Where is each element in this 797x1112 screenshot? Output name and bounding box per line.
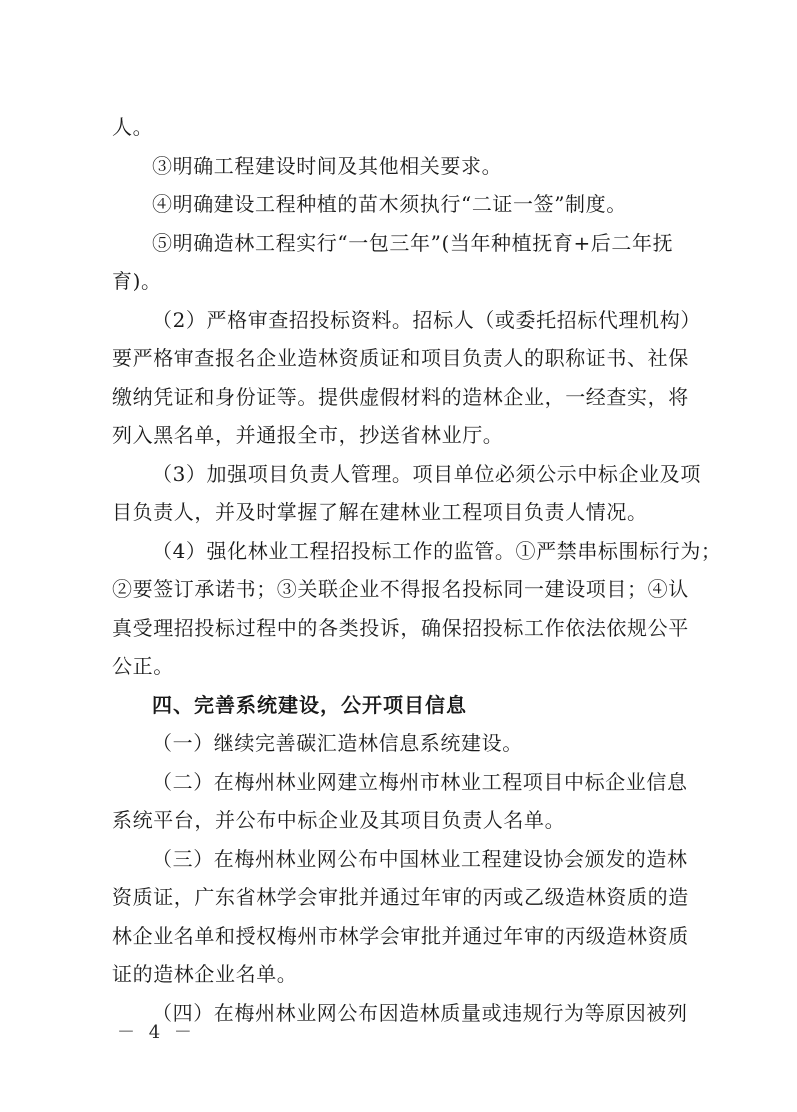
text-line: （一）继续完善碳汇造林信息系统建设。 [152, 731, 523, 755]
text-line: ④明确建设工程种植的苗木须执行“二证一签”制度。 [152, 192, 627, 216]
section-heading: 四、完善系统建设，公开项目信息 [152, 692, 467, 717]
text-line: 人。 [112, 115, 154, 139]
text-line: 缴纳凭证和身份证等。提供虚假材料的造林企业，一经查实，将 [112, 384, 689, 409]
text-line: （四）在梅州林业网公布因造林质量或违规行为等原因被列 [152, 1000, 688, 1025]
text-line: ③明确工程建设时间及其他相关要求。 [152, 153, 503, 178]
text-line: ⑤明确造林工程实行“一包三年”(当年种植抚育+后二年抚 [152, 230, 674, 255]
page-number: － 4 － [117, 1022, 196, 1043]
text-line: 证的造林企业名单。 [112, 962, 298, 986]
text-line: 系统平台，并公布中标企业及其项目负责人名单。 [112, 808, 566, 832]
text-line: 育)。 [112, 269, 162, 293]
text-line: 林企业名单和授权梅州市林学会审批并通过年审的丙级造林资质 [112, 923, 689, 948]
text-line: 公正。 [112, 654, 174, 678]
body-text [112, 108, 722, 1032]
text-line: ②要签订承诺书；③关联企业不得报名投标同一建设项目；④认 [112, 577, 689, 601]
text-line: （三）在梅州林业网公布中国林业工程建设协会颁发的造林 [152, 846, 688, 871]
text-line: （4）强化林业工程招投标工作的监管。①严禁串标围标行为； [152, 538, 722, 563]
text-line: 资质证，广东省林学会审批并通过年审的丙或乙级造林资质的造 [112, 885, 689, 909]
text-line: 要严格审查报名企业造林资质证和项目负责人的职称证书、社保 [112, 346, 689, 370]
text-line: 目负责人，并及时掌握了解在建林业工程项目负责人情况。 [112, 500, 648, 524]
text-line: （2）严格审查招投标资料。招标人（或委托招标代理机构） [152, 307, 701, 332]
text-line: 真受理招投标过程中的各类投诉，确保招投标工作依法依规公平 [112, 615, 689, 640]
text-line: （3）加强项目负责人管理。项目单位必须公示中标企业及项 [152, 461, 701, 486]
text-line: 列入黑名单，并通报全市，抄送省林业厅。 [112, 423, 504, 447]
text-line: （二）在梅州林业网建立梅州市林业工程项目中标企业信息 [152, 769, 688, 794]
